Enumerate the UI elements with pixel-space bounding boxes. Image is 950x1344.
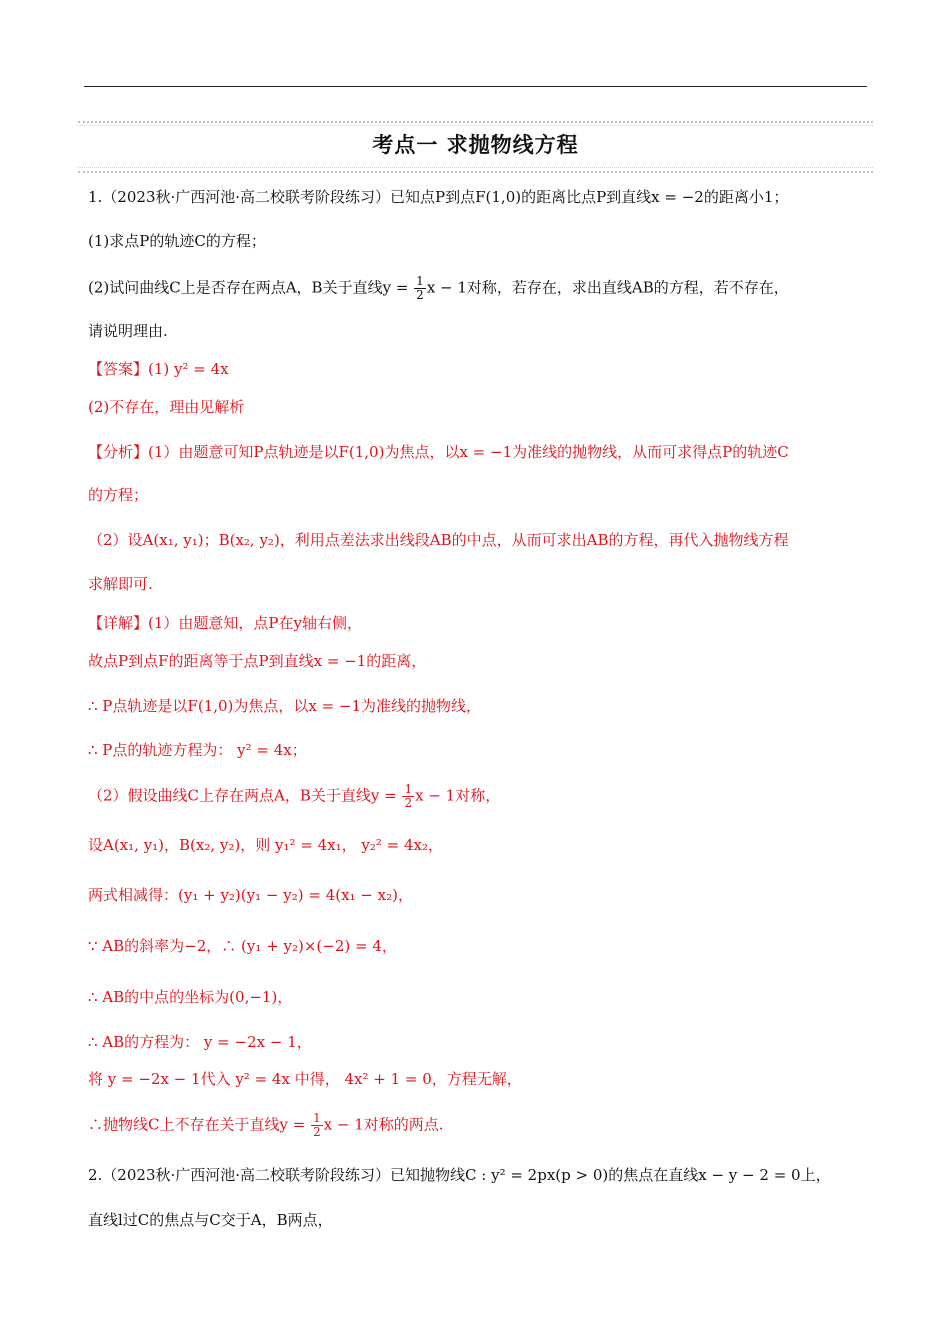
fraction-denominator: 2 <box>313 1125 321 1139</box>
detail-line-2: 故点P到点F的距离等于点P到直线x = −1的距离， <box>88 652 427 670</box>
detail-line-3: ∴ P点轨迹是以F(1,0)为焦点，以x = −1为准线的抛物线， <box>88 697 482 715</box>
fraction-denominator: 2 <box>404 796 413 810</box>
fraction-numerator: 1 <box>416 274 424 288</box>
detail-line-7: 两式相减得：(y₁ + y₂)(y₁ − y₂) = 4(x₁ − x₂)， <box>88 886 413 904</box>
detail-line-4: ∴ P点的轨迹方程为： y² = 4x； <box>88 741 307 759</box>
detail-line-11: 将 y = −2x − 1代入 y² = 4x 中得， 4x² + 1 = 0，方程无解， <box>88 1070 522 1088</box>
detail-line-5-suffix: x − 1对称， <box>415 786 501 805</box>
dotted-border-top <box>78 121 873 123</box>
section-title: 考点一 求抛物线方程 <box>372 132 579 157</box>
detail-conclusion-prefix: ∴抛物线C上不存在关于直线y = <box>88 1115 311 1134</box>
detail-line-1: 【详解】(1）由题意知，点P在y轴右侧， <box>88 614 362 632</box>
fraction-one-half <box>414 275 426 302</box>
question-2-stem: 2.（2023秋·广西河池·高二校联考阶段练习）已知抛物线C : y² = 2px(p > 0)的焦点在直线x − y − 2 = 0上， <box>88 1166 831 1184</box>
question-1-part-2-prefix: (2)试问曲线C上是否存在两点A，B关于直线y = <box>88 278 414 297</box>
detail-line-6: 设A(x₁, y₁)，B(x₂, y₂)，则 y₁² = 4x₁， y₂² = 4x₂， <box>88 836 444 854</box>
dotted-border-top-inner <box>78 125 873 126</box>
detail-conclusion <box>88 1112 868 1139</box>
analysis-part-1-continued: 的方程； <box>88 486 149 504</box>
dotted-border-bottom <box>78 171 873 173</box>
analysis-part-2: （2）设A(x₁, y₁)；B(x₂, y₂)，利用点差法求出线段AB的中点，从而可求出AB的方程，再代入抛物线方程 <box>88 531 789 549</box>
fraction-numerator: 1 <box>404 782 413 796</box>
detail-line-5-prefix: （2）假设曲线C上存在两点A，B关于直线y = <box>88 786 402 805</box>
detail-line-8: ∵ AB的斜率为−2，∴ (y₁ + y₂)×(−2) = 4， <box>88 937 397 955</box>
analysis-part-2-continued: 求解即可. <box>88 575 153 593</box>
question-1-part-2-suffix: x − 1对称，若存在，求出直线AB的方程，若不存在， <box>426 278 789 297</box>
answer-part-2: (2)不存在，理由见解析 <box>88 398 245 416</box>
detail-line-9: ∴ AB的中点的坐标为(0,−1)， <box>88 988 293 1006</box>
question-1-stem: 1.（2023秋·广西河池·高二校联考阶段练习）已知点P到点F(1,0)的距离比点P到直线x = −2的距离小1； <box>88 188 789 206</box>
fraction-denominator: 2 <box>416 288 424 302</box>
detail-line-10: ∴ AB的方程为： y = −2x − 1， <box>88 1033 312 1051</box>
question-1-part-2-continued: 请说明理由. <box>88 322 168 340</box>
header-rule <box>84 86 867 87</box>
fraction-numerator: 1 <box>313 1111 321 1125</box>
detail-line-5 <box>88 783 868 810</box>
answer-part-1: 【答案】(1) y² = 4x <box>88 360 229 378</box>
fraction-one-half <box>311 1112 323 1139</box>
fraction-one-half <box>402 783 414 810</box>
question-2-stem-continued: 直线l过C的焦点与C交于A，B两点， <box>88 1211 333 1229</box>
question-1-part-1: (1)求点P的轨迹C的方程； <box>88 232 266 250</box>
question-1-part-2 <box>88 275 868 302</box>
section-header <box>78 121 873 173</box>
analysis-part-1: 【分析】(1）由题意可知P点轨迹是以F(1,0)为焦点，以x = −1为准线的抛物线，从而可求得点P的轨迹C <box>88 443 789 461</box>
detail-conclusion-suffix: x − 1对称的两点. <box>323 1115 444 1134</box>
dotted-border-bottom-inner <box>78 167 873 168</box>
